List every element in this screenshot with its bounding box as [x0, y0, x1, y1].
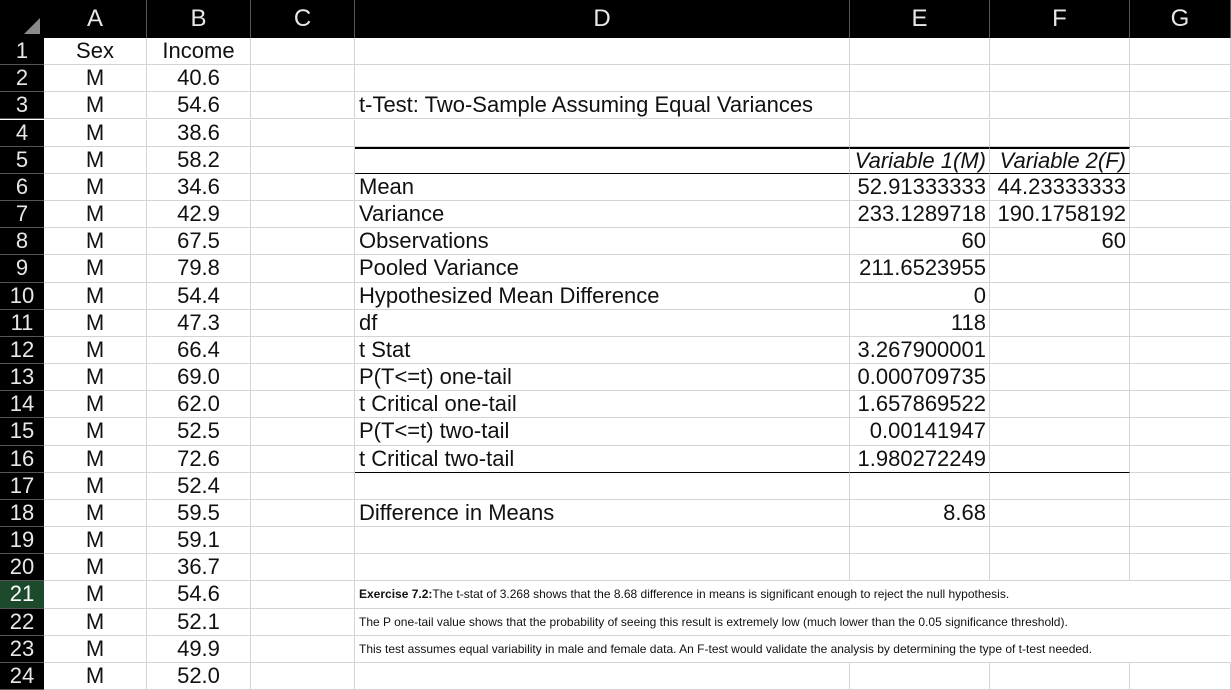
row-header-24[interactable]: 24 [0, 663, 44, 690]
cell-e19[interactable] [850, 527, 990, 554]
cell-f20[interactable] [990, 554, 1130, 581]
cell-d9[interactable]: Pooled Variance [355, 255, 850, 282]
row-header-19[interactable]: 19 [0, 527, 44, 554]
cell-b1[interactable]: Income [147, 38, 251, 65]
row-header-16[interactable]: 16 [0, 446, 44, 473]
cell-e15[interactable]: 0.00141947 [850, 418, 990, 445]
cell-f14[interactable] [990, 391, 1130, 418]
cell-a13[interactable]: M [44, 364, 147, 391]
cell-d17[interactable] [355, 473, 850, 500]
cell-g4[interactable] [1130, 120, 1231, 147]
column-header-g[interactable]: G [1130, 0, 1231, 38]
cell-d24[interactable] [355, 663, 850, 690]
cell-f4[interactable] [990, 120, 1130, 147]
cell-f18[interactable] [990, 500, 1130, 527]
cell-c19[interactable] [251, 527, 355, 554]
cell-f16[interactable] [990, 446, 1130, 473]
cell-g10[interactable] [1130, 283, 1231, 310]
cell-f9[interactable] [990, 255, 1130, 282]
cell-d19[interactable] [355, 527, 850, 554]
row-header-13[interactable]: 13 [0, 364, 44, 391]
cell-e5[interactable]: Variable 1(M) [850, 147, 990, 174]
cell-c24[interactable] [251, 663, 355, 690]
cell-d12[interactable]: t Stat [355, 337, 850, 364]
cell-d7[interactable]: Variance [355, 201, 850, 228]
note-text: The t-stat of 3.268 shows that the 8.68 difference in means is significant enough to reject the null hypothesis. [432, 587, 1010, 602]
cell-a22[interactable]: M [44, 609, 147, 636]
cell-c11[interactable] [251, 310, 355, 337]
cell-b4[interactable]: 38.6 [147, 120, 251, 147]
cell-f5[interactable]: Variable 2(F) [990, 147, 1130, 174]
row-header-12[interactable]: 12 [0, 337, 44, 364]
cell-f10[interactable] [990, 283, 1130, 310]
cell-e8[interactable]: 60 [850, 228, 990, 255]
cell-c13[interactable] [251, 364, 355, 391]
cell-c3[interactable] [251, 92, 355, 119]
cell-g12[interactable] [1130, 337, 1231, 364]
cell-g16[interactable] [1130, 446, 1231, 473]
row-header-8[interactable]: 8 [0, 228, 44, 255]
cell-b15[interactable]: 52.5 [147, 418, 251, 445]
cell-a20[interactable]: M [44, 554, 147, 581]
cell-b22[interactable]: 52.1 [147, 609, 251, 636]
cell-f2[interactable] [990, 65, 1130, 92]
cell-b8[interactable]: 67.5 [147, 228, 251, 255]
cell-f17[interactable] [990, 473, 1130, 500]
column-header-e[interactable]: E [850, 0, 990, 38]
cell-e13[interactable]: 0.000709735 [850, 364, 990, 391]
cell-g14[interactable] [1130, 391, 1231, 418]
cell-b11[interactable]: 47.3 [147, 310, 251, 337]
cell-e12[interactable]: 3.267900001 [850, 337, 990, 364]
cell-e11[interactable]: 118 [850, 310, 990, 337]
row-header-2[interactable]: 2 [0, 65, 44, 92]
row-header-4[interactable]: 4 [0, 120, 44, 147]
cell-a17[interactable]: M [44, 473, 147, 500]
select-all-triangle-icon [24, 18, 40, 34]
cell-c2[interactable] [251, 65, 355, 92]
cell-a5[interactable]: M [44, 147, 147, 174]
cell-e3[interactable] [850, 92, 990, 119]
cell-f6[interactable]: 44.23333333 [990, 174, 1130, 201]
cell-c6[interactable] [251, 174, 355, 201]
cell-f12[interactable] [990, 337, 1130, 364]
cell-g17[interactable] [1130, 473, 1231, 500]
cell-a10[interactable]: M [44, 283, 147, 310]
cell-c8[interactable] [251, 228, 355, 255]
cell-f8[interactable]: 60 [990, 228, 1130, 255]
row-header-15[interactable]: 15 [0, 418, 44, 445]
cell-g9[interactable] [1130, 255, 1231, 282]
cell-a8[interactable]: M [44, 228, 147, 255]
note-cell-d22[interactable] [355, 609, 1231, 636]
cell-c15[interactable] [251, 418, 355, 445]
note-cell-d23[interactable] [355, 636, 1231, 663]
cell-g2[interactable] [1130, 65, 1231, 92]
row-header-11[interactable]: 11 [0, 310, 44, 337]
cell-e10[interactable]: 0 [850, 283, 990, 310]
cell-b12[interactable]: 66.4 [147, 337, 251, 364]
cell-f15[interactable] [990, 418, 1130, 445]
cell-c14[interactable] [251, 391, 355, 418]
cell-e18[interactable]: 8.68 [850, 500, 990, 527]
cell-f1[interactable] [990, 38, 1130, 65]
row-header-20[interactable]: 20 [0, 554, 44, 581]
cell-c12[interactable] [251, 337, 355, 364]
cell-b23[interactable]: 49.9 [147, 636, 251, 663]
exercise-label: Exercise 7.2: [359, 587, 433, 602]
cell-b16[interactable]: 72.6 [147, 446, 251, 473]
cell-e1[interactable] [850, 38, 990, 65]
note-cell-d21[interactable] [355, 581, 1231, 608]
cell-c20[interactable] [251, 554, 355, 581]
cell-a11[interactable]: M [44, 310, 147, 337]
cell-a19[interactable]: M [44, 527, 147, 554]
cell-d11[interactable]: df [355, 310, 850, 337]
row-header-5[interactable]: 5 [0, 147, 44, 174]
cell-a12[interactable]: M [44, 337, 147, 364]
cell-b3[interactable]: 54.6 [147, 92, 251, 119]
cell-d3[interactable]: t-Test: Two-Sample Assuming Equal Variances [355, 92, 850, 119]
cell-f13[interactable] [990, 364, 1130, 391]
cell-f24[interactable] [990, 663, 1130, 690]
cell-e6[interactable]: 52.91333333 [850, 174, 990, 201]
cell-g5[interactable] [1130, 147, 1231, 174]
cell-g3[interactable] [1130, 92, 1231, 119]
cell-f7[interactable]: 190.1758192 [990, 201, 1130, 228]
row-header-6[interactable]: 6 [0, 174, 44, 201]
cell-b20[interactable]: 36.7 [147, 554, 251, 581]
row-header-18[interactable]: 18 [0, 500, 44, 527]
cell-d10[interactable]: Hypothesized Mean Difference [355, 283, 850, 310]
row-header-1[interactable]: 1 [0, 38, 44, 65]
cell-g6[interactable] [1130, 174, 1231, 201]
cell-c21[interactable] [251, 581, 355, 608]
column-header-c[interactable]: C [251, 0, 355, 38]
cell-b13[interactable]: 69.0 [147, 364, 251, 391]
cell-a1[interactable]: Sex [44, 38, 147, 65]
cell-f3[interactable] [990, 92, 1130, 119]
cell-e2[interactable] [850, 65, 990, 92]
row-header-7[interactable]: 7 [0, 201, 44, 228]
cell-d8[interactable]: Observations [355, 228, 850, 255]
cell-e24[interactable] [850, 663, 990, 690]
cell-b21[interactable]: 54.6 [147, 581, 251, 608]
cell-g1[interactable] [1130, 38, 1231, 65]
cell-b9[interactable]: 79.8 [147, 255, 251, 282]
cell-b10[interactable]: 54.4 [147, 283, 251, 310]
cell-a6[interactable]: M [44, 174, 147, 201]
cell-c18[interactable] [251, 500, 355, 527]
cell-c17[interactable] [251, 473, 355, 500]
row-header-10[interactable]: 10 [0, 283, 44, 310]
cell-g13[interactable] [1130, 364, 1231, 391]
cell-e20[interactable] [850, 554, 990, 581]
cell-c7[interactable] [251, 201, 355, 228]
cell-g20[interactable] [1130, 554, 1231, 581]
note-text: The P one-tail value shows that the probability of seeing this result is extremely low (much lower than the 0.05 significance threshold). [359, 614, 1068, 629]
cell-a18[interactable]: M [44, 500, 147, 527]
cell-d6[interactable]: Mean [355, 174, 850, 201]
cell-a24[interactable]: M [44, 663, 147, 690]
cell-f11[interactable] [990, 310, 1130, 337]
column-header-b[interactable]: B [147, 0, 251, 38]
cell-g18[interactable] [1130, 500, 1231, 527]
cell-e7[interactable]: 233.1289718 [850, 201, 990, 228]
row-header-21[interactable]: 21 [0, 581, 44, 608]
select-all-corner[interactable] [0, 0, 44, 38]
cell-c16[interactable] [251, 446, 355, 473]
column-header-d[interactable]: D [355, 0, 850, 38]
column-header-f[interactable]: F [990, 0, 1130, 38]
cell-b17[interactable]: 52.4 [147, 473, 251, 500]
cell-d18[interactable]: Difference in Means [355, 500, 850, 527]
row-header-14[interactable]: 14 [0, 391, 44, 418]
cell-d15[interactable]: P(T<=t) two-tail [355, 418, 850, 445]
cell-d20[interactable] [355, 554, 850, 581]
cell-d2[interactable] [355, 65, 850, 92]
cell-e9[interactable]: 211.6523955 [850, 255, 990, 282]
cell-a21[interactable]: M [44, 581, 147, 608]
cell-a3[interactable]: M [44, 92, 147, 119]
cell-c9[interactable] [251, 255, 355, 282]
cell-c4[interactable] [251, 120, 355, 147]
cell-d16[interactable]: t Critical two-tail [355, 446, 850, 473]
cell-c10[interactable] [251, 283, 355, 310]
column-header-a[interactable]: A [44, 0, 147, 38]
cell-c22[interactable] [251, 609, 355, 636]
cell-d4[interactable] [355, 120, 850, 147]
cell-c1[interactable] [251, 38, 355, 65]
cell-e4[interactable] [850, 120, 990, 147]
row-header-3[interactable]: 3 [0, 92, 44, 119]
cell-b7[interactable]: 42.9 [147, 201, 251, 228]
cell-d1[interactable] [355, 38, 850, 65]
row-header-17[interactable]: 17 [0, 473, 44, 500]
cell-a14[interactable]: M [44, 391, 147, 418]
cell-a23[interactable]: M [44, 636, 147, 663]
cell-b14[interactable]: 62.0 [147, 391, 251, 418]
cell-g24[interactable] [1130, 663, 1231, 690]
cell-e17[interactable] [850, 473, 990, 500]
cell-c5[interactable] [251, 147, 355, 174]
cell-b6[interactable]: 34.6 [147, 174, 251, 201]
cell-a15[interactable]: M [44, 418, 147, 445]
cell-b18[interactable]: 59.5 [147, 500, 251, 527]
cell-g15[interactable] [1130, 418, 1231, 445]
cell-d14[interactable]: t Critical one-tail [355, 391, 850, 418]
cell-a16[interactable]: M [44, 446, 147, 473]
row-header-23[interactable]: 23 [0, 636, 44, 663]
cell-e16[interactable]: 1.980272249 [850, 446, 990, 473]
note-text: This test assumes equal variability in male and female data. An F-test would validate the analysis by determining the type of t-test needed. [359, 641, 1093, 656]
cell-d5[interactable] [355, 147, 850, 174]
cell-a4[interactable]: M [44, 120, 147, 147]
cell-c23[interactable] [251, 636, 355, 663]
cell-g19[interactable] [1130, 527, 1231, 554]
cell-g7[interactable] [1130, 201, 1231, 228]
cell-a9[interactable]: M [44, 255, 147, 282]
cell-a2[interactable]: M [44, 65, 147, 92]
cell-b24[interactable]: 52.0 [147, 663, 251, 690]
row-header-9[interactable]: 9 [0, 255, 44, 282]
cell-b19[interactable]: 59.1 [147, 527, 251, 554]
cell-a7[interactable]: M [44, 201, 147, 228]
row-header-22[interactable]: 22 [0, 609, 44, 636]
cell-e14[interactable]: 1.657869522 [850, 391, 990, 418]
cell-g11[interactable] [1130, 310, 1231, 337]
cell-f19[interactable] [990, 527, 1130, 554]
cell-g8[interactable] [1130, 228, 1231, 255]
cell-b2[interactable]: 40.6 [147, 65, 251, 92]
cell-b5[interactable]: 58.2 [147, 147, 251, 174]
cell-d13[interactable]: P(T<=t) one-tail [355, 364, 850, 391]
